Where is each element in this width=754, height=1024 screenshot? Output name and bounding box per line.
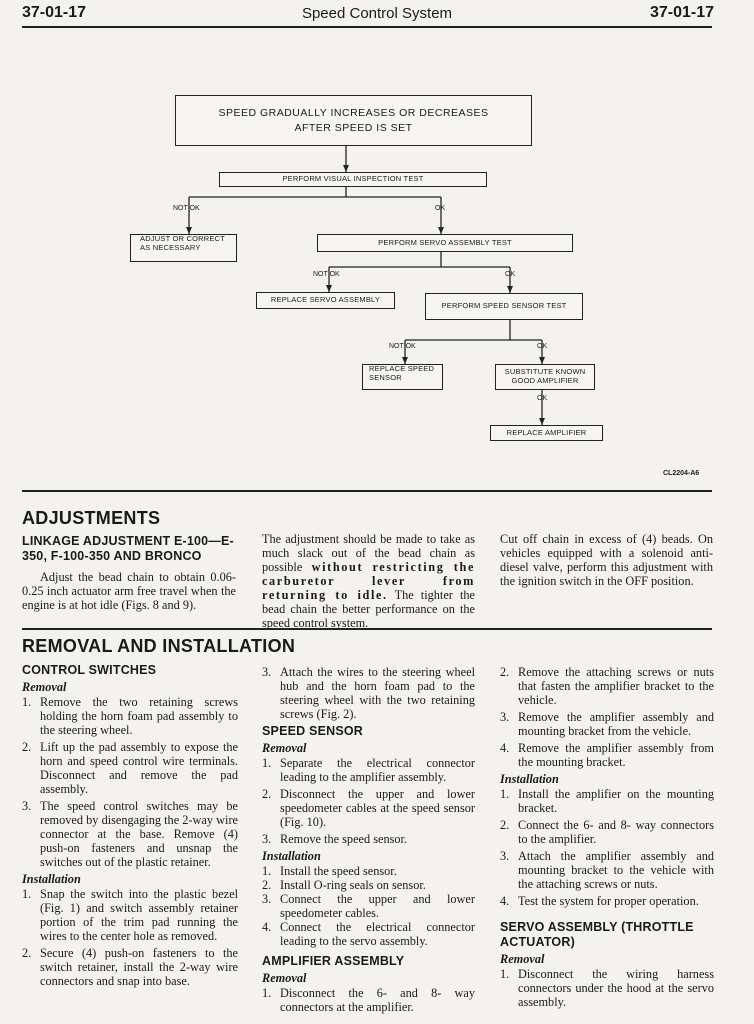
flow-label-not-ok-2: NOT OK: [313, 271, 340, 278]
list-item: 2. Lift up the pad assembly to expose the horn and speed control wire terminals. Disconnect and remove the pad assembly.: [22, 740, 238, 796]
speed-sensor-removal-label: Removal: [262, 741, 307, 755]
list-item: 1. Install the speed sensor.: [262, 864, 397, 878]
list-item: 4. Connect the electrical connector leading to the servo assembly.: [262, 920, 475, 948]
list-item: 2. Disconnect the upper and lower speedometer cables at the speed sensor (Fig. 10).: [262, 787, 475, 829]
adjustments-col-3: [500, 532, 713, 588]
flow-symptom-line2: AFTER SPEED IS SET: [294, 121, 413, 134]
linkage-heading-line1: LINKAGE ADJUSTMENT E-100—E-: [22, 534, 234, 548]
list-item: 2. Secure (4) push-on fasteners to the switch retainer, install the 2-way wire connectors and snap into base.: [22, 946, 238, 988]
speed-sensor-installation-list: [262, 864, 475, 948]
page-number-left: 37-01-17: [22, 4, 87, 21]
adjustment-paragraph-1: Adjust the bead chain to obtain 0.06-0.25 inch actuator arm free travel when the engine is at hot idle (Figs. 8 and 9).: [22, 570, 236, 612]
control-switches-removal-list: [22, 695, 238, 869]
flow-label-ok-3: OK: [537, 343, 548, 350]
figure-code: CL2204-A6: [663, 470, 700, 477]
adjustments-col-2: [262, 532, 475, 630]
adjustment-p2-a: The adjustment should be made to take as much slack out of the bead chain as possible: [262, 532, 475, 574]
list-item: 2. Install O-ring seals on sensor.: [262, 878, 426, 892]
list-item: 4. Test the system for proper operation.: [500, 894, 699, 908]
adjustment-paragraph-2: [262, 532, 475, 630]
linkage-heading-line2: 350, F-100-350 AND BRONCO: [22, 549, 202, 563]
flow-servo-test-box: PERFORM SERVO ASSEMBLY TEST: [317, 234, 573, 252]
flow-symptom-box: [175, 95, 532, 146]
list-item: 3. Attach the amplifier assembly and mounting bracket to the vehicle with the attaching screws or nuts.: [500, 849, 714, 891]
list-item: 1. Separate the electrical connector leading to the amplifier assembly.: [262, 756, 475, 784]
linkage-adjustment-heading: [22, 534, 236, 564]
page-title: Speed Control System: [301, 5, 453, 22]
flow-label-ok-2: OK: [505, 271, 516, 278]
flow-substitute-line1: SUBSTITUTE KNOWN: [504, 367, 586, 377]
flow-replace-sensor-box: [362, 364, 443, 390]
flow-replace-sensor-line2: SENSOR: [369, 372, 402, 382]
list-item: 3. Remove the amplifier assembly and mounting bracket from the vehicle.: [500, 710, 714, 738]
adjustments-heading: ADJUSTMENTS: [22, 508, 161, 528]
flow-visual-inspection-box: PERFORM VISUAL INSPECTION TEST: [219, 172, 487, 187]
flow-label-not-ok-1: NOT OK: [173, 205, 200, 212]
speed-sensor-installation-label: Installation: [262, 849, 321, 863]
amplifier-installation-label: Installation: [500, 772, 559, 786]
servo-removal-label: Removal: [500, 952, 545, 966]
flow-symptom-line1: SPEED GRADUALLY INCREASES OR DECREASES: [218, 106, 489, 119]
flow-replace-amplifier-box: REPLACE AMPLIFIER: [490, 425, 603, 441]
adjustment-p2-bold: without restricting the carburetor lever from returning to idle.: [262, 560, 475, 602]
speed-sensor-removal-list: [262, 756, 475, 846]
flow-adjust-box: [130, 234, 237, 262]
list-item: 1. Disconnect the 6- and 8- way connectors at the amplifier.: [262, 986, 475, 1014]
flow-label-ok-4: OK: [537, 395, 548, 402]
speed-sensor-heading: SPEED SENSOR: [262, 724, 364, 738]
removal-col-2: [262, 665, 475, 1017]
flow-sensor-test-box: PERFORM SPEED SENSOR TEST: [425, 293, 583, 320]
list-item: 4. Remove the amplifier assembly from the mounting bracket.: [500, 741, 714, 769]
flow-adjust-line2: AS NECESSARY: [140, 242, 201, 252]
adjustments-col-1: [22, 532, 236, 612]
removal-col-1: [22, 661, 238, 991]
control-switches-installation-list: [22, 887, 238, 988]
control-switches-installation-label: Installation: [22, 872, 81, 886]
list-item: 3. Attach the wires to the steering wheel hub and the horn foam pad to the steering wheel with the two retaining screws (Fig. 2).: [262, 665, 475, 721]
removal-installation-heading: REMOVAL AND INSTALLATION: [22, 636, 296, 656]
list-item: 1. Install the amplifier on the mounting bracket.: [500, 787, 714, 815]
flow-replace-servo-box: REPLACE SERVO ASSEMBLY: [256, 292, 395, 309]
servo-heading-line2: ACTUATOR): [500, 935, 575, 949]
list-item: 3. The speed control switches may be removed by disengaging the 2-way wire connector at the base. Remove (4) push-on fasteners and unsnap the switches out of the plastic retainer.: [22, 799, 238, 869]
section-rule-1: [22, 490, 712, 492]
amplifier-removal-label: Removal: [262, 971, 307, 985]
amplifier-removal-list: [262, 986, 475, 1014]
section-rule-2: [22, 628, 712, 630]
flow-label-not-ok-3: NOT OK: [389, 343, 416, 350]
list-item: 2. Connect the 6- and 8- way connectors to the amplifier.: [500, 818, 714, 846]
amplifier-installation-list: [500, 787, 714, 908]
page-number-right: 37-01-17: [649, 4, 714, 21]
control-switches-heading: CONTROL SWITCHES: [22, 663, 157, 677]
flow-label-ok-1: OK: [435, 205, 446, 212]
flow-adjust-line1: ADJUST OR CORRECT: [140, 234, 225, 243]
flow-substitute-box: [495, 364, 595, 390]
servo-heading-line1: SERVO ASSEMBLY (THROTTLE: [500, 920, 694, 934]
control-switches-removal-label: Removal: [22, 680, 67, 694]
control-switches-installation-list-cont: [262, 665, 475, 721]
adjustment-p2-c: The tighter the bead chain the better performance on the speed control system.: [262, 588, 475, 630]
flow-substitute-line2: GOOD AMPLIFIER: [511, 376, 579, 385]
list-item: 1. Remove the two retaining screws holding the horn foam pad assembly to the steering wheel.: [22, 695, 238, 737]
adjustment-paragraph-3: Cut off chain in excess of (4) beads. On vehicles equipped with a solenoid anti-diesel valve, perform this adjustment with the ignition switch in the OFF position.: [500, 532, 713, 588]
list-item: 1. Snap the switch into the plastic bezel (Fig. 1) and switch assembly retainer portion of the trim pad running the wires to the center hole as removed.: [22, 887, 238, 943]
list-item: 3. Connect the upper and lower speedometer cables.: [262, 892, 475, 920]
servo-assembly-heading: [500, 920, 714, 950]
servo-removal-list: [500, 967, 714, 1009]
list-item: 2. Remove the attaching screws or nuts that fasten the amplifier bracket to the vehicle.: [500, 665, 714, 707]
list-item: 3. Remove the speed sensor.: [262, 832, 408, 846]
list-item: 1. Disconnect the wiring harness connectors under the hood at the servo assembly.: [500, 967, 714, 1009]
amplifier-assembly-heading: AMPLIFIER ASSEMBLY: [262, 954, 405, 968]
flow-replace-sensor-line1: REPLACE SPEED: [369, 364, 435, 373]
removal-col-3: [500, 665, 714, 1012]
amplifier-removal-list-cont: [500, 665, 714, 769]
